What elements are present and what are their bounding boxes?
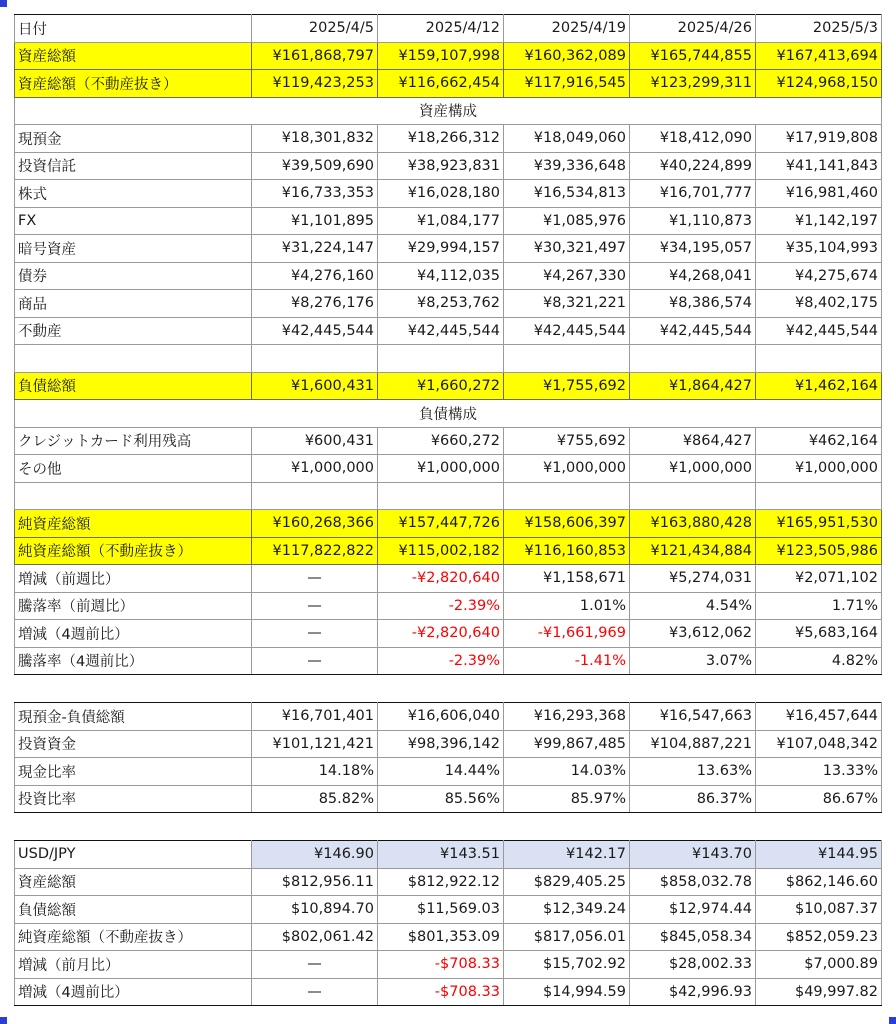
value-cell[interactable]: $817,056.01 — [504, 923, 630, 951]
value-cell[interactable]: 4.54% — [630, 592, 756, 620]
table-row — [15, 647, 882, 675]
value-cell[interactable]: $11,569.03 — [378, 896, 504, 924]
value-cell[interactable]: ¥1,600,431 — [252, 372, 378, 400]
value-cell[interactable]: $49,997.82 — [756, 978, 882, 1006]
value-cell[interactable]: -$708.33 — [378, 978, 504, 1006]
row-label-cell[interactable]: 不動産 — [15, 317, 252, 345]
value-cell[interactable]: $7,000.89 — [756, 951, 882, 979]
blank-row — [15, 482, 882, 510]
row-label-cell[interactable]: 商品 — [15, 290, 252, 318]
row-label-cell[interactable]: 投資比率 — [15, 785, 252, 813]
value-cell[interactable]: ¥34,195,057 — [630, 235, 756, 263]
corner-marker-bottom-left — [0, 1017, 7, 1024]
table-row — [15, 592, 882, 620]
value-cell[interactable]: ¥462,164 — [756, 427, 882, 455]
value-cell[interactable]: ¥864,427 — [630, 427, 756, 455]
value-cell[interactable]: ¥16,701,777 — [630, 180, 756, 208]
section-header-row — [15, 97, 882, 125]
value-cell[interactable]: ¥3,612,062 — [630, 620, 756, 648]
value-cell[interactable]: ¥42,445,544 — [378, 317, 504, 345]
value-cell[interactable]: $845,058.34 — [630, 923, 756, 951]
value-cell[interactable]: ¥18,266,312 — [378, 125, 504, 153]
value-cell[interactable]: ¥16,547,663 — [630, 703, 756, 731]
empty-cell[interactable] — [15, 482, 252, 510]
value-cell[interactable]: -1.41% — [504, 647, 630, 675]
table-row — [15, 427, 882, 455]
value-cell[interactable]: -2.39% — [378, 647, 504, 675]
value-cell[interactable]: -$708.33 — [378, 951, 504, 979]
table-row — [15, 620, 882, 648]
table-row — [15, 235, 882, 263]
table-row — [15, 180, 882, 208]
value-cell[interactable]: ¥117,916,545 — [504, 70, 630, 98]
value-cell[interactable]: ¥98,396,142 — [378, 730, 504, 758]
table-row — [15, 510, 882, 538]
value-cell[interactable]: -2.39% — [378, 592, 504, 620]
value-cell[interactable]: ¥1,084,177 — [378, 207, 504, 235]
value-cell[interactable]: ¥18,412,090 — [630, 125, 756, 153]
value-cell[interactable]: — — [252, 647, 378, 675]
value-cell[interactable]: 14.18% — [252, 758, 378, 786]
row-label-cell[interactable]: 増減（4週前比） — [15, 978, 252, 1006]
value-cell[interactable]: ¥161,868,797 — [252, 42, 378, 70]
value-cell[interactable]: $858,032.78 — [630, 868, 756, 896]
value-cell[interactable]: ¥1,000,000 — [504, 455, 630, 483]
value-cell[interactable]: ¥116,662,454 — [378, 70, 504, 98]
empty-cell[interactable] — [252, 482, 378, 510]
value-cell[interactable]: 86.37% — [630, 785, 756, 813]
value-cell[interactable]: ¥16,457,644 — [756, 703, 882, 731]
value-cell[interactable]: ¥8,386,574 — [630, 290, 756, 318]
table-row — [15, 923, 882, 951]
value-cell[interactable]: ¥2,071,102 — [756, 565, 882, 593]
row-label-cell[interactable]: 現金比率 — [15, 758, 252, 786]
value-cell[interactable]: ¥1,000,000 — [252, 455, 378, 483]
value-cell[interactable]: ¥1,142,197 — [756, 207, 882, 235]
corner-marker-bottom-right — [889, 1017, 896, 1024]
empty-cell[interactable] — [15, 345, 252, 373]
value-cell[interactable]: ¥116,160,853 — [504, 537, 630, 565]
value-cell[interactable]: $10,894.70 — [252, 896, 378, 924]
value-cell[interactable]: ¥35,104,993 — [756, 235, 882, 263]
table-row — [15, 207, 882, 235]
table-row — [15, 868, 882, 896]
value-cell[interactable]: ¥1,158,671 — [504, 565, 630, 593]
row-label-cell[interactable]: FX — [15, 207, 252, 235]
value-cell[interactable]: ¥5,274,031 — [630, 565, 756, 593]
row-label-cell[interactable]: 増減（前週比） — [15, 565, 252, 593]
empty-cell[interactable] — [630, 345, 756, 373]
row-label-cell[interactable]: 株式 — [15, 180, 252, 208]
value-cell[interactable]: ¥42,445,544 — [630, 317, 756, 345]
date-header-cell[interactable]: 2025/5/3 — [756, 15, 882, 43]
spacer-cell — [15, 675, 882, 703]
value-cell[interactable]: ¥42,445,544 — [756, 317, 882, 345]
value-cell[interactable]: $14,994.59 — [504, 978, 630, 1006]
row-label-cell[interactable]: 現預金 — [15, 125, 252, 153]
value-cell[interactable]: ¥165,744,855 — [630, 42, 756, 70]
value-cell[interactable]: — — [252, 620, 378, 648]
value-cell[interactable]: ¥1,660,272 — [378, 372, 504, 400]
value-cell[interactable]: — — [252, 565, 378, 593]
table-row — [15, 978, 882, 1006]
empty-cell[interactable] — [504, 345, 630, 373]
table-row — [15, 730, 882, 758]
section-header-row — [15, 400, 882, 428]
spreadsheet — [14, 14, 881, 1006]
value-cell[interactable]: ¥124,968,150 — [756, 70, 882, 98]
value-cell[interactable]: ¥17,919,808 — [756, 125, 882, 153]
empty-cell[interactable] — [504, 482, 630, 510]
row-label-cell[interactable]: 負債総額 — [15, 372, 252, 400]
value-cell[interactable]: -¥2,820,640 — [378, 620, 504, 648]
value-cell[interactable]: ¥158,606,397 — [504, 510, 630, 538]
row-label-cell[interactable]: 純資産総額 — [15, 510, 252, 538]
date-header-row — [15, 15, 882, 43]
value-cell[interactable]: ¥38,923,831 — [378, 152, 504, 180]
value-cell[interactable]: ¥4,275,674 — [756, 262, 882, 290]
value-cell[interactable]: ¥167,413,694 — [756, 42, 882, 70]
row-label-cell[interactable]: 騰落率（4週前比） — [15, 647, 252, 675]
corner-marker-top-left — [0, 0, 7, 7]
table-row — [15, 758, 882, 786]
value-cell[interactable]: $862,146.60 — [756, 868, 882, 896]
value-cell[interactable]: ¥8,321,221 — [504, 290, 630, 318]
table-row — [15, 125, 882, 153]
value-cell[interactable]: $852,059.23 — [756, 923, 882, 951]
table-row — [15, 785, 882, 813]
row-label-cell[interactable]: クレジットカード利用残高 — [15, 427, 252, 455]
value-cell[interactable]: ¥8,402,175 — [756, 290, 882, 318]
value-cell[interactable]: ¥99,867,485 — [504, 730, 630, 758]
value-cell[interactable]: ¥16,293,368 — [504, 703, 630, 731]
asset-table — [14, 14, 882, 1006]
value-cell[interactable]: ¥160,268,366 — [252, 510, 378, 538]
row-label-cell[interactable]: USD/JPY — [15, 841, 252, 869]
value-cell[interactable]: ¥16,534,813 — [504, 180, 630, 208]
value-cell[interactable]: ¥119,423,253 — [252, 70, 378, 98]
row-label-cell[interactable]: その他 — [15, 455, 252, 483]
value-cell[interactable]: 85.56% — [378, 785, 504, 813]
value-cell[interactable]: ¥4,112,035 — [378, 262, 504, 290]
row-label-cell[interactable]: 騰落率（前週比） — [15, 592, 252, 620]
value-cell[interactable]: 85.82% — [252, 785, 378, 813]
table-row — [15, 455, 882, 483]
value-cell[interactable]: -¥2,820,640 — [378, 565, 504, 593]
value-cell[interactable]: ¥1,101,895 — [252, 207, 378, 235]
row-label-cell[interactable]: 投資信託 — [15, 152, 252, 180]
value-cell[interactable]: ¥121,434,884 — [630, 537, 756, 565]
value-cell[interactable]: $12,349.24 — [504, 896, 630, 924]
value-cell[interactable]: 1.71% — [756, 592, 882, 620]
row-label-cell[interactable]: 増減（前月比） — [15, 951, 252, 979]
table-row — [15, 317, 882, 345]
value-cell[interactable]: ¥4,276,160 — [252, 262, 378, 290]
value-cell[interactable]: ¥16,981,460 — [756, 180, 882, 208]
value-cell[interactable]: ¥16,606,040 — [378, 703, 504, 731]
table-row — [15, 42, 882, 70]
value-cell[interactable]: 4.82% — [756, 647, 882, 675]
row-label-cell[interactable]: 現預金-負債総額 — [15, 703, 252, 731]
value-cell[interactable]: ¥1,000,000 — [378, 455, 504, 483]
value-cell[interactable]: ¥755,692 — [504, 427, 630, 455]
section-title: 負債構成 — [15, 400, 882, 428]
date-header-cell[interactable]: 2025/4/19 — [504, 15, 630, 43]
value-cell[interactable]: ¥8,253,762 — [378, 290, 504, 318]
row-label-cell[interactable]: 増減（4週前比） — [15, 620, 252, 648]
value-cell[interactable]: ¥18,301,832 — [252, 125, 378, 153]
table-row — [15, 537, 882, 565]
value-cell[interactable]: ¥115,002,182 — [378, 537, 504, 565]
empty-cell[interactable] — [756, 482, 882, 510]
value-cell[interactable]: ¥123,505,986 — [756, 537, 882, 565]
value-cell[interactable]: ¥107,048,342 — [756, 730, 882, 758]
value-cell[interactable]: -¥1,661,969 — [504, 620, 630, 648]
value-cell[interactable]: ¥42,445,544 — [252, 317, 378, 345]
value-cell[interactable]: ¥142.17 — [504, 841, 630, 869]
value-cell[interactable]: ¥16,733,353 — [252, 180, 378, 208]
value-cell[interactable]: — — [252, 592, 378, 620]
value-cell[interactable]: $12,974.44 — [630, 896, 756, 924]
value-cell[interactable]: — — [252, 951, 378, 979]
value-cell[interactable]: $10,087.37 — [756, 896, 882, 924]
value-cell[interactable]: ¥165,951,530 — [756, 510, 882, 538]
value-cell[interactable]: $15,702.92 — [504, 951, 630, 979]
blank-row — [15, 345, 882, 373]
empty-cell[interactable] — [378, 482, 504, 510]
table-row — [15, 565, 882, 593]
value-cell[interactable]: ¥600,431 — [252, 427, 378, 455]
table-row — [15, 70, 882, 98]
value-cell[interactable]: ¥18,049,060 — [504, 125, 630, 153]
value-cell[interactable]: ¥40,224,899 — [630, 152, 756, 180]
value-cell[interactable]: 13.33% — [756, 758, 882, 786]
empty-cell[interactable] — [252, 345, 378, 373]
value-cell[interactable]: ¥157,447,726 — [378, 510, 504, 538]
value-cell[interactable]: $829,405.25 — [504, 868, 630, 896]
empty-cell[interactable] — [756, 345, 882, 373]
spacer-row — [15, 813, 882, 841]
value-cell[interactable]: 14.03% — [504, 758, 630, 786]
table-row — [15, 841, 882, 869]
value-cell[interactable]: $42,996.93 — [630, 978, 756, 1006]
value-cell[interactable]: ¥104,887,221 — [630, 730, 756, 758]
value-cell[interactable]: ¥41,141,843 — [756, 152, 882, 180]
section-title: 資産構成 — [15, 97, 882, 125]
value-cell[interactable]: ¥163,880,428 — [630, 510, 756, 538]
row-label-cell[interactable]: 債券 — [15, 262, 252, 290]
table-row — [15, 372, 882, 400]
value-cell[interactable]: ¥1,755,692 — [504, 372, 630, 400]
value-cell[interactable]: 3.07% — [630, 647, 756, 675]
value-cell[interactable]: ¥160,362,089 — [504, 42, 630, 70]
value-cell[interactable]: ¥4,268,041 — [630, 262, 756, 290]
value-cell[interactable]: ¥101,121,421 — [252, 730, 378, 758]
date-header-cell[interactable]: 2025/4/26 — [630, 15, 756, 43]
value-cell[interactable]: ¥31,224,147 — [252, 235, 378, 263]
value-cell[interactable]: 85.97% — [504, 785, 630, 813]
table-row — [15, 152, 882, 180]
value-cell[interactable]: ¥39,509,690 — [252, 152, 378, 180]
table-row — [15, 262, 882, 290]
value-cell[interactable]: 1.01% — [504, 592, 630, 620]
value-cell[interactable]: ¥1,000,000 — [756, 455, 882, 483]
table-row — [15, 951, 882, 979]
value-cell[interactable]: ¥29,994,157 — [378, 235, 504, 263]
empty-cell[interactable] — [378, 345, 504, 373]
value-cell[interactable]: $812,922.12 — [378, 868, 504, 896]
value-cell[interactable]: ¥39,336,648 — [504, 152, 630, 180]
value-cell[interactable]: ¥42,445,544 — [504, 317, 630, 345]
table-row — [15, 290, 882, 318]
value-cell[interactable]: ¥1,462,164 — [756, 372, 882, 400]
table-row — [15, 896, 882, 924]
value-cell[interactable]: ¥16,028,180 — [378, 180, 504, 208]
value-cell[interactable]: $28,002.33 — [630, 951, 756, 979]
value-cell[interactable]: 14.44% — [378, 758, 504, 786]
value-cell[interactable]: ¥123,299,311 — [630, 70, 756, 98]
value-cell[interactable]: 86.67% — [756, 785, 882, 813]
value-cell[interactable]: ¥143.51 — [378, 841, 504, 869]
row-label-cell[interactable]: 暗号資産 — [15, 235, 252, 263]
value-cell[interactable]: ¥143.70 — [630, 841, 756, 869]
value-cell[interactable]: ¥1,110,873 — [630, 207, 756, 235]
value-cell[interactable]: ¥16,701,401 — [252, 703, 378, 731]
row-label-cell[interactable]: 資産総額 — [15, 42, 252, 70]
value-cell[interactable]: ¥5,683,164 — [756, 620, 882, 648]
value-cell[interactable]: ¥1,864,427 — [630, 372, 756, 400]
date-header-cell[interactable]: 2025/4/5 — [252, 15, 378, 43]
value-cell[interactable]: ¥117,822,822 — [252, 537, 378, 565]
value-cell[interactable]: ¥1,085,976 — [504, 207, 630, 235]
value-cell[interactable]: ¥1,000,000 — [630, 455, 756, 483]
value-cell[interactable]: ¥30,321,497 — [504, 235, 630, 263]
value-cell[interactable]: ¥146.90 — [252, 841, 378, 869]
row-label-cell[interactable]: 資産総額（不動産抜き） — [15, 70, 252, 98]
value-cell[interactable]: ¥660,272 — [378, 427, 504, 455]
value-cell[interactable]: 13.63% — [630, 758, 756, 786]
value-cell[interactable]: ¥8,276,176 — [252, 290, 378, 318]
row-label-cell[interactable]: 純資産総額（不動産抜き） — [15, 537, 252, 565]
value-cell[interactable]: $801,353.09 — [378, 923, 504, 951]
value-cell[interactable]: — — [252, 978, 378, 1006]
empty-cell[interactable] — [630, 482, 756, 510]
value-cell[interactable]: $812,956.11 — [252, 868, 378, 896]
row-label-cell[interactable]: 投資資金 — [15, 730, 252, 758]
table-row — [15, 703, 882, 731]
value-cell[interactable]: ¥144.95 — [756, 841, 882, 869]
value-cell[interactable]: $802,061.42 — [252, 923, 378, 951]
date-header-cell[interactable]: 2025/4/12 — [378, 15, 504, 43]
row-label-cell[interactable]: 負債総額 — [15, 896, 252, 924]
row-label-cell[interactable]: 資産総額 — [15, 868, 252, 896]
value-cell[interactable]: ¥159,107,998 — [378, 42, 504, 70]
row-label-cell[interactable]: 純資産総額（不動産抜き） — [15, 923, 252, 951]
date-header-label[interactable]: 日付 — [15, 15, 252, 43]
spacer-cell — [15, 813, 882, 841]
spacer-row — [15, 675, 882, 703]
value-cell[interactable]: ¥4,267,330 — [504, 262, 630, 290]
